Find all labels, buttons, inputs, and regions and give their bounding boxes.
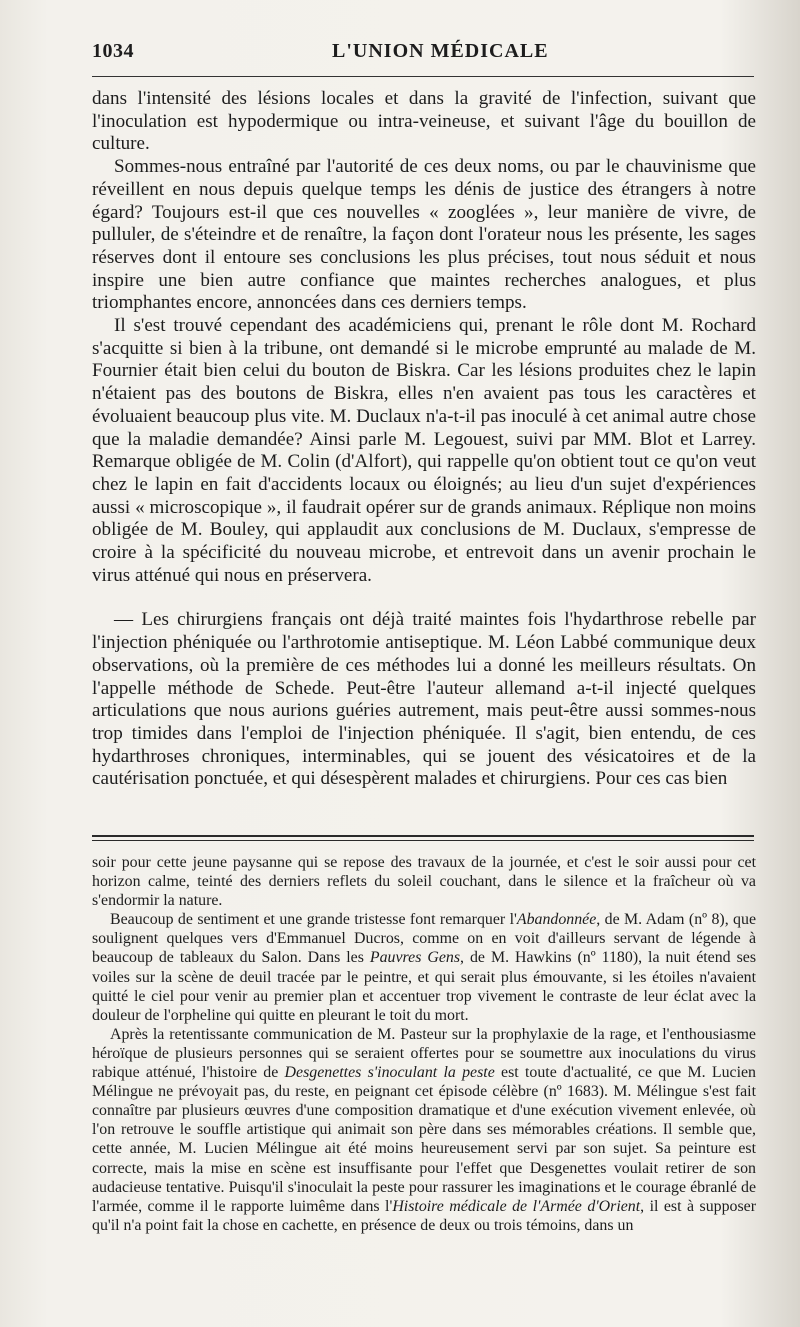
paragraph-2: Sommes-nous entraîné par l'autorité de ces deux noms, ou par le chauvinisme que réveillent en nous depuis quelque temps les dénis de justice des étrangers à notre égard? Toujours est-il que ces nouvelles « zooglées », leur manière de vivre, de pulluler, de s'éteindre et de renaître, la façon dont l'orateur nous les présente, les sages réserves dont il entoure ses conclusions les plus précises, tout nous séduit et nous inspire une bien autre confiance que maintes recherches analogues, et plus triomphantes encore, annoncées dans ces derniers temps.: [92, 156, 756, 314]
running-title: L'UNION MÉDICALE: [332, 40, 549, 62]
feuilleton-paragraph-1: soir pour cette jeune paysanne qui se repose des travaux de la journée, et c'est le soir aussi pour cet horizon calme, teinté des derniers reflets du soleil couchant, dans le silence et la fraîcheur où va s'endormir la nature.: [92, 854, 756, 910]
paragraph-3: Il s'est trouvé cependant des académiciens qui, prenant le rôle dont M. Rochard s'acquitte si bien à la tribune, ont demandé si le microbe emprunté au malade de M. Fournier était bien celui du bouton de Biskra. Car les lésions produites chez le lapin n'étaient pas des boutons de Biskra, elles n'en avaient pas tous les caractères et évoluaient beaucoup plus vite. M. Duclaux n'a-t-il pas inoculé à cet animal autre chose que la maladie demandée? Ainsi parle M. Legouest, suivi par MM. Blot et Larrey. Remarque obligée de M. Colin (d'Alfort), qui rappelle qu'on obtient tout ce qu'on veut chez le lapin en fait d'accidents locaux ou éloignés; au lieu d'un sujet d'expériences aussi « microscopique », il faudrait opérer sur de grands animaux. Réplique non moins obligée de M. Bouley, qui applaudit aux conclusions de M. Duclaux, s'empresse de croire à la spécificité du nouveau microbe, et entrevoit dans un avenir prochain le virus atténué qui nous en préservera.: [92, 315, 756, 586]
page-header: [92, 40, 756, 70]
main-text: [92, 88, 756, 791]
paragraph-1: dans l'intensité des lésions locales et dans la gravité de l'infection, suivant que l'inoculation est hypodermique ou intra-veineuse, et suivant l'âge du bouillon de culture.: [92, 88, 756, 155]
feuilleton-rule-bottom: [92, 840, 754, 841]
paragraph-4: — Les chirurgiens français ont déjà traité maintes fois l'hydarthrose rebelle par l'injection phéniquée ou l'arthrotomie antiseptique. M. Léon Labbé communique deux observations, où la première de ces méthodes lui a donné les meilleurs résultats. On l'appelle méthode de Schede. Peut-être l'auteur allemand a-t-il injecté quelques articulations que nous aurions guéries autrement, mais peut-être aussi sommes-nous trop timides dans l'emploi de l'injection phéniquée. Il s'agit, bien entendu, de ces hydarthroses chroniques, interminables, qui se jouent des vésicatoires et de la cautérisation ponctuée, et qui désespèrent malades et chirurgiens. Pour ces cas bien: [92, 609, 756, 790]
page-number: 1034: [92, 40, 134, 62]
feuilleton-paragraph-2: Beaucoup de sentiment et une grande tristesse font remarquer l'Abandonnée, de M. Adam (nº 8), que soulignent quelques vers d'Emmanuel Ducros, comme on en voit d'ailleurs servant de légende à beaucoup de tableaux du Salon. Dans les Pauvres Gens, de M. Hawkins (nº 1180), la nuit étend ses voiles sur la scène de deuil tracée par le peintre, et qui serait plus émouvante, si les étoiles n'avaient quitté le ciel pour venir au premier plan et accentuer trop vivement le contraste de leur éclat avec la douleur de l'orpheline qui quitte en pleurant le toit du mort.: [92, 911, 757, 1024]
header-rule: [92, 76, 754, 77]
feuilleton: [92, 853, 756, 1235]
feuilleton-rule-top: [92, 835, 754, 837]
feuilleton-paragraph-3: Après la retentissante communication de M. Pasteur sur la prophylaxie de la rage, et l'enthousiasme héroïque de plusieurs personnes qui se seraient offertes pour se soumettre aux inoculations du virus rabique atténué, l'histoire de Desgenettes s'inoculant la peste est toute d'actualité, ce que M. Lucien Mélingue ne prévoyait pas, du reste, en peignant cet épisode célèbre (nº 1683). M. Mélingue s'est fait connaître par plusieurs œuvres d'une composition dramatique et d'une exécution vivement enlevée, où l'on retrouve le souffle artistique qui animait son père dans ses mémorables créations. Il semble que, cette année, M. Lucien Mélingue ait été moins heureusement servi par son sujet. Sa peinture est correcte, mais la mise en scène est insuffisante pour l'effet que Desgenettes voulait retirer de son audacieuse tentative. Puisqu'il s'inoculait la peste pour rassurer les imaginations et le courage ébranlé de l'armée, comme il le rapporte luimême dans l'Histoire médicale de l'Armée d'Orient, il est à supposer qu'il n'a point fait la chose en cachette, en présence de deux ou trois témoins, dans un: [92, 1025, 757, 1234]
